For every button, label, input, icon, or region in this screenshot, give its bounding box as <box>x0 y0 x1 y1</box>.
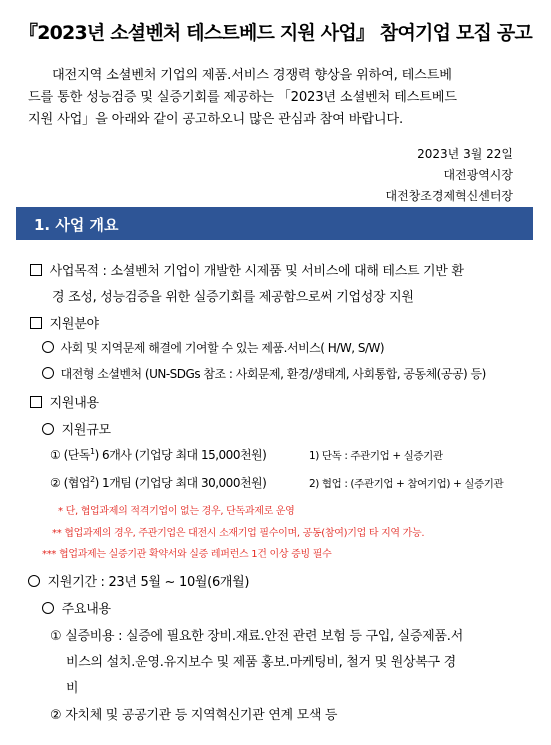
bullet-circle-icon <box>42 602 54 614</box>
scale-item-1: ① (단독$^1$) 6개사 (기업당 최대 15,000천원) <box>50 447 267 462</box>
checkbox-square-icon <box>30 264 42 276</box>
intro-line-2: 드를 통한 성능검증 및 실증기회를 제공하는 「2023년 소셜벤처 테스트베드 <box>28 90 457 105</box>
intro-line-1: 대전지역 소셜벤처 기업의 제품․서비스 경쟁력 향상을 위하여, 테스트베 <box>52 68 452 83</box>
page-title: 『2023년 소셜벤처 테스트베드 지원 사업』 참여기업 모집 공고 <box>19 22 532 44</box>
red-note-1: * 단, 협업과제의 적격기업이 없는 경우, 단독과제로 운영 <box>58 506 295 517</box>
content-heading: 지원내용 <box>30 392 99 411</box>
section-heading-bar <box>16 207 533 240</box>
scale-item-2: ② (협업$^2$) 1개팀 (기업당 최대 30,000천원) <box>50 475 267 490</box>
main-heading: 주요내용 <box>42 598 111 617</box>
issuer-mayor: 대전광역시장 <box>443 168 513 182</box>
scale-note-2: 2) 협업 : (주관기업 + 참여기업) + 실증기관 <box>309 478 504 490</box>
red-note-2: ** 협업과제의 경우, 주관기업은 대전시 소재기업 필수이며, 공동(참여)기업 타 지역 가능. <box>52 528 425 539</box>
announcement-date: 2023년 3월 22일 <box>417 147 513 161</box>
purpose-line-1: 사업목적 : 소셜벤처 기업이 개발한 시제품 및 서비스에 대해 테스트 기반 환 <box>30 260 464 279</box>
main-item-1-line-2: 비스의 설치․운영․유지보수 및 제품 홍보․마케팅비, 철거 및 원상복구 경 <box>66 655 456 670</box>
field-item-2: 대전형 소셜벤처 (UN-SDGs 참조 : 사회문제, 환경/생태계, 사회통합, 공동체(공공) 등) <box>42 365 486 382</box>
checkbox-square-icon <box>30 396 42 408</box>
bullet-circle-icon <box>42 367 54 379</box>
scale-heading: 지원규모 <box>42 419 111 438</box>
purpose-line-2: 경 조성, 성능검증을 위한 실증기회를 제공함으로써 기업성장 지원 <box>52 290 414 305</box>
bullet-circle-icon <box>28 575 40 587</box>
checkbox-square-icon <box>30 317 42 329</box>
intro-line-3: 지원 사업」을 아래와 같이 공고하오니 많은 관심과 참여 바랍니다. <box>28 112 403 127</box>
field-heading: 지원분야 <box>30 313 99 332</box>
scale-note-1: 1) 단독 : 주관기업 + 실증기관 <box>309 450 443 462</box>
period-line: 지원기간 : 23년 5월 ~ 10월(6개월) <box>28 571 249 590</box>
main-item-2: ② 자치체 및 공공기관 등 지역혁신기관 연계 모색 등 <box>50 708 338 723</box>
bullet-circle-icon <box>42 341 54 353</box>
main-item-1-line-1: ① 실증비용 : 실증에 필요한 장비․재료․안전 관련 보험 등 구입, 실증제품․서 <box>50 629 463 644</box>
main-item-1-line-3: 비 <box>66 681 79 696</box>
section-heading: 1. 사업 개요 <box>34 216 119 234</box>
issuer-center: 대전창조경제혁신센터장 <box>385 189 513 203</box>
bullet-circle-icon <box>42 423 54 435</box>
field-item-1: 사회 및 지역문제 해결에 기여할 수 있는 제품․서비스( H/W, S/W) <box>42 339 384 356</box>
red-note-3: *** 협업과제는 실증기관 확약서와 실증 레퍼런스 1건 이상 증빙 필수 <box>42 549 332 560</box>
